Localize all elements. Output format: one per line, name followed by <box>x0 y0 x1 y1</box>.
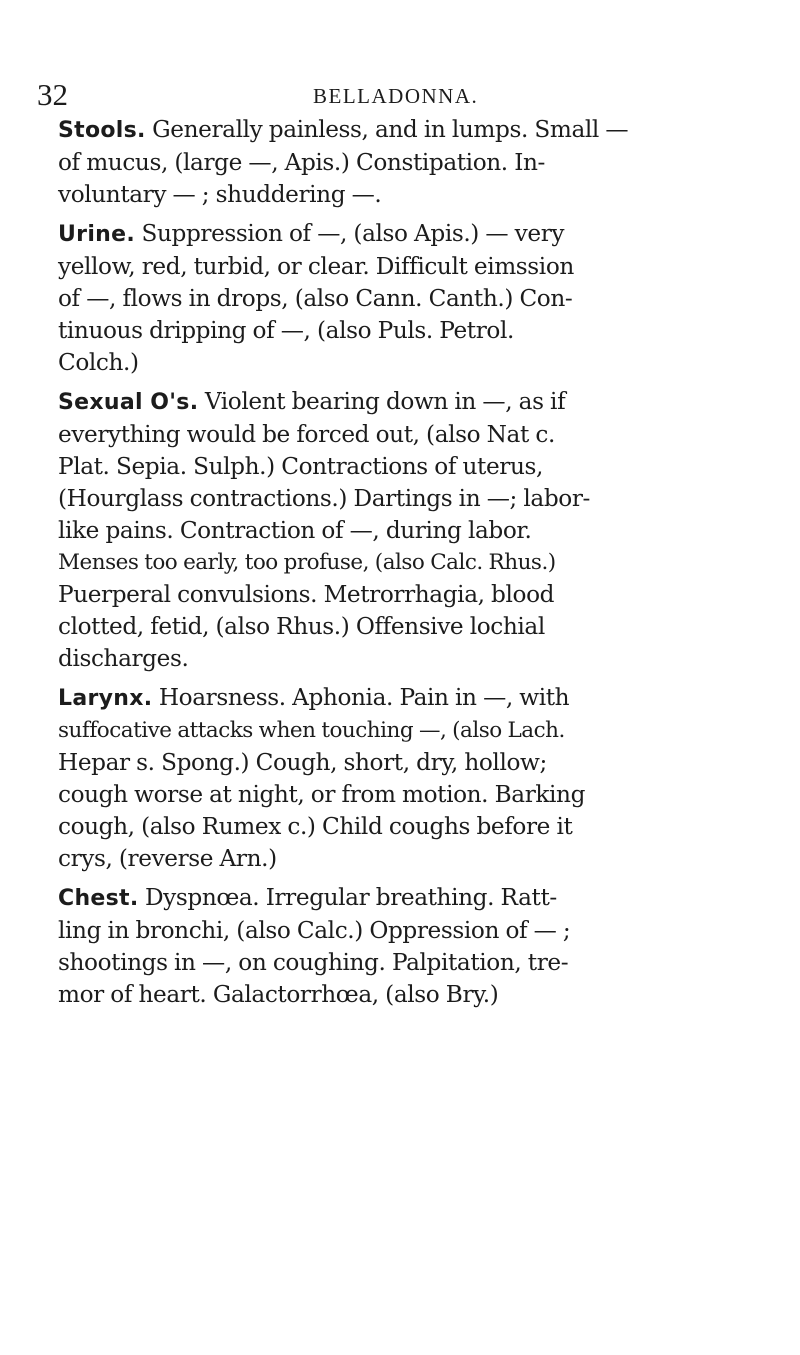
text-line: Menses too early, too profuse, (also Calc. Rhus.) <box>58 550 556 575</box>
section-heading: Larynx. <box>58 686 153 711</box>
text-line <box>58 882 740 915</box>
entry-text <box>58 114 740 211</box>
section-heading: Urine. <box>58 222 135 247</box>
text-line: Plat. Sepia. Sulph.) Contractions of uterus, <box>58 453 543 480</box>
text-line <box>58 114 740 147</box>
text-line: Puerperal convulsions. Metrorrhagia, blood <box>58 581 555 608</box>
entry-sexual-organs <box>58 386 740 675</box>
text-line: crys, (reverse Arn.) <box>58 845 277 872</box>
text-line: like pains. Contraction of —, during labor. <box>58 517 532 544</box>
text-line: everything would be forced out, (also Nat c. <box>58 421 555 448</box>
entry-stools <box>58 114 740 211</box>
text-line: tinuous dripping of —, (also Puls. Petrol. <box>58 317 514 344</box>
text-line: Colch.) <box>58 349 139 376</box>
text-line: cough worse at night, or from motion. Barking <box>58 781 586 808</box>
entry-text <box>58 218 740 379</box>
text-line <box>58 682 740 715</box>
line-text: Generally painless, and in lumps. Small — <box>152 116 629 143</box>
text-line <box>58 386 740 419</box>
text-line: suffocative attacks when touching —, (also Lach. <box>58 718 565 743</box>
page-body <box>58 114 740 1018</box>
text-line: ling in bronchi, (also Calc.) Oppression of — ; <box>58 917 571 944</box>
line-text: Dyspnœa. Irregular breathing. Ratt- <box>144 884 557 911</box>
text-line: (Hourglass contractions.) Dartings in —; labor- <box>58 485 590 512</box>
text-line <box>58 218 740 251</box>
text-line: cough, (also Rumex c.) Child coughs before it <box>58 813 573 840</box>
text-line: of mucus, (large —, Apis.) Constipation. In- <box>58 149 545 176</box>
entry-urine <box>58 218 740 379</box>
line-text: Hoarsness. Aphonia. Pain in —, with <box>158 684 570 711</box>
entry-text <box>58 386 740 675</box>
entry-larynx <box>58 682 740 875</box>
section-heading: Sexual O's. <box>58 390 199 415</box>
text-line: clotted, fetid, (also Rhus.) Offensive lochial <box>58 613 545 640</box>
text-line: shootings in —, on coughing. Palpitation, tre- <box>58 949 569 976</box>
text-line: yellow, red, turbid, or clear. Difficult eimssion <box>58 253 574 280</box>
page-header <box>0 78 800 112</box>
line-text: Violent bearing down in —, as if <box>204 388 566 415</box>
text-line: Hepar s. Spong.) Cough, short, dry, hollow; <box>58 749 547 776</box>
page-number: 32 <box>37 77 68 112</box>
entry-text <box>58 882 740 1011</box>
entry-chest <box>58 882 740 1011</box>
text-line: of —, flows in drops, (also Cann. Canth.) Con- <box>58 285 573 312</box>
section-heading: Stools. <box>58 118 146 143</box>
section-heading: Chest. <box>58 886 139 911</box>
running-head: BELLADONNA. <box>313 84 479 108</box>
line-text: Suppression of —, (also Apis.) — very <box>141 220 565 247</box>
text-line: mor of heart. Galactorrhœa, (also Bry.) <box>58 981 499 1008</box>
text-line: voluntary — ; shuddering —. <box>58 181 382 208</box>
text-line: discharges. <box>58 645 189 672</box>
entry-text <box>58 682 740 875</box>
